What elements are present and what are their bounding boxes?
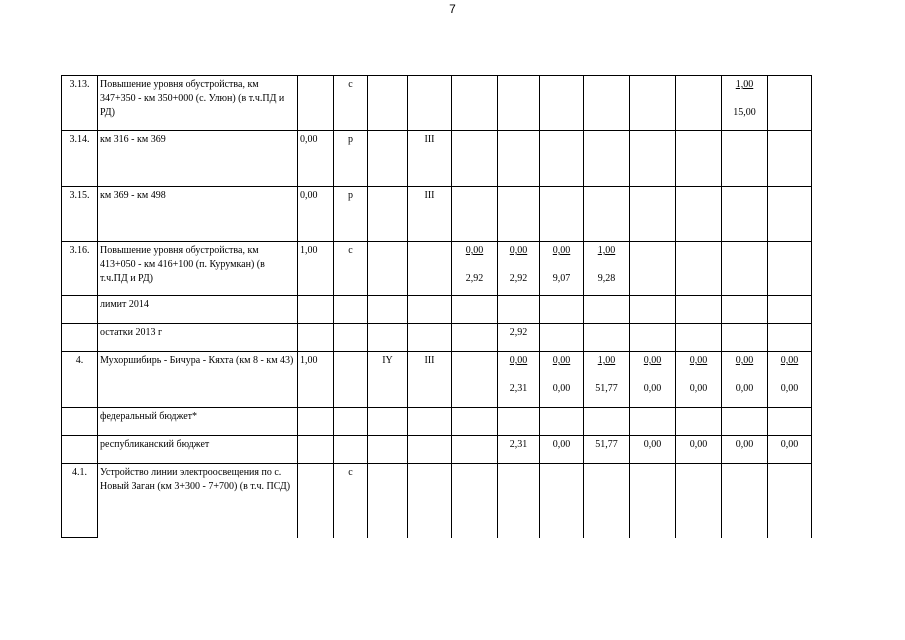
year-cell-3 [540, 408, 584, 436]
year-cell-6 [676, 324, 722, 352]
year-cell-bottom-value: 2,31 [509, 383, 528, 394]
row-type-2: III [408, 131, 452, 187]
year-cell-top-value: 1,00 [735, 79, 754, 90]
year-cell-5 [630, 131, 676, 187]
row-category [334, 352, 368, 408]
year-cell-8 [768, 131, 812, 187]
year-cell-4 [584, 436, 630, 464]
year-cell-2 [498, 131, 540, 187]
year-cell-top-value: 1,00 [597, 245, 616, 256]
year-cell-bottom-value: 2,92 [509, 273, 528, 284]
year-cell-top-value: 1,00 [597, 355, 616, 366]
year-cell-5 [630, 408, 676, 436]
table-row [62, 408, 812, 436]
year-cell-bottom-value: 0,00 [643, 383, 662, 394]
year-cell-8 [768, 464, 812, 538]
year-cell-top-value: 0,00 [552, 245, 571, 256]
row-number [62, 408, 98, 436]
row-number: 4.1. [62, 464, 98, 538]
row-type-2: III [408, 187, 452, 242]
year-cell-6 [676, 408, 722, 436]
row-type-1 [368, 131, 408, 187]
year-cell-3 [540, 296, 584, 324]
year-cell-2 [498, 436, 540, 464]
year-cell-bottom-value: 9,07 [552, 273, 571, 284]
year-cell-6 [676, 436, 722, 464]
year-cell-6 [676, 76, 722, 131]
row-type-1 [368, 464, 408, 538]
row-category: с [334, 464, 368, 538]
row-description: Повышение уровня обустройства, км 413+050 - км 416+100 (п. Курумкан) (в т.ч.ПД и РД) [98, 242, 298, 296]
year-cell-3 [540, 242, 584, 296]
year-cell-6 [676, 242, 722, 296]
year-cell-3 [540, 187, 584, 242]
row-type-1: IY [368, 352, 408, 408]
year-cell-4 [584, 408, 630, 436]
year-cell-1 [452, 408, 498, 436]
year-cell-8 [768, 187, 812, 242]
year-cell-top-value: 0,00 [735, 439, 754, 450]
year-cell-8 [768, 296, 812, 324]
row-value [298, 76, 334, 131]
year-cell-5 [630, 436, 676, 464]
row-type-2 [408, 324, 452, 352]
row-value [298, 296, 334, 324]
row-value [298, 464, 334, 538]
year-cell-top-value: 0,00 [643, 439, 662, 450]
row-type-2 [408, 408, 452, 436]
year-cell-5 [630, 242, 676, 296]
year-cell-top-value: 2,92 [509, 327, 528, 338]
year-cell-bottom-value: 2,92 [465, 273, 484, 284]
row-description: федеральный бюджет* [98, 408, 298, 436]
year-cell-4 [584, 324, 630, 352]
year-cell-1 [452, 242, 498, 296]
year-cell-6 [676, 187, 722, 242]
year-cell-bottom-value: 0,00 [735, 383, 754, 394]
row-description: республиканский бюджет [98, 436, 298, 464]
year-cell-4 [584, 76, 630, 131]
year-cell-5 [630, 352, 676, 408]
row-category: с [334, 76, 368, 131]
row-category: с [334, 242, 368, 296]
year-cell-7 [722, 408, 768, 436]
row-type-1 [368, 296, 408, 324]
table-row [62, 131, 812, 187]
year-cell-4 [584, 242, 630, 296]
year-cell-top-value: 0,00 [689, 355, 708, 366]
year-cell-5 [630, 464, 676, 538]
year-cell-7 [722, 296, 768, 324]
year-cell-2 [498, 76, 540, 131]
year-cell-6 [676, 296, 722, 324]
row-description: лимит 2014 [98, 296, 298, 324]
table-row [62, 464, 812, 538]
year-cell-2 [498, 324, 540, 352]
row-type-2 [408, 76, 452, 131]
year-cell-7 [722, 131, 768, 187]
year-cell-2 [498, 352, 540, 408]
row-number: 3.13. [62, 76, 98, 131]
table-row [62, 76, 812, 131]
row-description: Повышение уровня обустройства, км 347+350 - км 350+000 (с. Улюн) (в т.ч.ПД и РД) [98, 76, 298, 131]
year-cell-1 [452, 464, 498, 538]
row-type-2 [408, 296, 452, 324]
row-number [62, 324, 98, 352]
row-value [298, 436, 334, 464]
table-row [62, 436, 812, 464]
row-type-1 [368, 408, 408, 436]
year-cell-6 [676, 352, 722, 408]
year-cell-top-value: 0,00 [552, 439, 571, 450]
year-cell-3 [540, 131, 584, 187]
row-value: 1,00 [298, 352, 334, 408]
year-cell-bottom-value: 9,28 [597, 273, 616, 284]
row-type-2: III [408, 352, 452, 408]
year-cell-2 [498, 464, 540, 538]
row-value: 0,00 [298, 131, 334, 187]
table-row [62, 296, 812, 324]
year-cell-5 [630, 296, 676, 324]
row-number: 4. [62, 352, 98, 408]
table-body [62, 76, 812, 538]
year-cell-1 [452, 296, 498, 324]
data-table [61, 75, 812, 538]
row-type-1 [368, 76, 408, 131]
row-value: 0,00 [298, 187, 334, 242]
year-cell-1 [452, 352, 498, 408]
year-cell-3 [540, 352, 584, 408]
row-description: км 316 - км 369 [98, 131, 298, 187]
row-number: 3.16. [62, 242, 98, 296]
row-description: км 369 - км 498 [98, 187, 298, 242]
row-type-1 [368, 187, 408, 242]
year-cell-top-value: 0,00 [552, 355, 571, 366]
year-cell-8 [768, 352, 812, 408]
year-cell-7 [722, 324, 768, 352]
table-row [62, 242, 812, 296]
row-value [298, 324, 334, 352]
row-description: Устройство линии электроосвещения по с. Новый Заган (км 3+300 - 7+700) (в т.ч. ПСД) [98, 464, 298, 538]
year-cell-1 [452, 131, 498, 187]
year-cell-6 [676, 464, 722, 538]
year-cell-top-value: 2,31 [509, 439, 528, 450]
year-cell-top-value: 0,00 [509, 355, 528, 366]
year-cell-top-value: 0,00 [509, 245, 528, 256]
year-cell-top-value: 0,00 [643, 355, 662, 366]
year-cell-2 [498, 296, 540, 324]
year-cell-7 [722, 76, 768, 131]
year-cell-top-value: 0,00 [689, 439, 708, 450]
year-cell-2 [498, 242, 540, 296]
year-cell-top-value: 0,00 [780, 355, 799, 366]
year-cell-6 [676, 131, 722, 187]
year-cell-7 [722, 242, 768, 296]
year-cell-3 [540, 324, 584, 352]
year-cell-bottom-value: 0,00 [689, 383, 708, 394]
row-type-1 [368, 242, 408, 296]
year-cell-bottom-value: 51,77 [595, 383, 618, 394]
year-cell-top-value: 0,00 [465, 245, 484, 256]
year-cell-bottom-value: 15,00 [733, 107, 756, 118]
year-cell-3 [540, 76, 584, 131]
row-category: р [334, 187, 368, 242]
row-type-2 [408, 436, 452, 464]
year-cell-1 [452, 436, 498, 464]
row-category: р [334, 131, 368, 187]
row-number: 3.14. [62, 131, 98, 187]
year-cell-7 [722, 187, 768, 242]
row-number [62, 436, 98, 464]
year-cell-2 [498, 187, 540, 242]
table-row [62, 187, 812, 242]
row-type-1 [368, 324, 408, 352]
row-type-2 [408, 242, 452, 296]
year-cell-4 [584, 352, 630, 408]
row-category [334, 296, 368, 324]
row-type-1 [368, 436, 408, 464]
row-description: Мухоршибирь - Бичура - Кяхта (км 8 - км 43) [98, 352, 298, 408]
row-category [334, 408, 368, 436]
year-cell-5 [630, 324, 676, 352]
table-row [62, 352, 812, 408]
table-row [62, 324, 812, 352]
year-cell-3 [540, 436, 584, 464]
year-cell-5 [630, 187, 676, 242]
year-cell-1 [452, 324, 498, 352]
year-cell-8 [768, 324, 812, 352]
year-cell-top-value: 51,77 [595, 439, 618, 450]
year-cell-7 [722, 464, 768, 538]
row-value [298, 408, 334, 436]
row-number: 3.15. [62, 187, 98, 242]
year-cell-top-value: 0,00 [735, 355, 754, 366]
row-type-2 [408, 464, 452, 538]
year-cell-bottom-value: 0,00 [552, 383, 571, 394]
year-cell-4 [584, 187, 630, 242]
year-cell-8 [768, 408, 812, 436]
year-cell-1 [452, 187, 498, 242]
year-cell-7 [722, 436, 768, 464]
row-category [334, 324, 368, 352]
row-value: 1,00 [298, 242, 334, 296]
year-cell-4 [584, 296, 630, 324]
row-category [334, 436, 368, 464]
row-number [62, 296, 98, 324]
year-cell-7 [722, 352, 768, 408]
year-cell-4 [584, 464, 630, 538]
row-description: остатки 2013 г [98, 324, 298, 352]
year-cell-2 [498, 408, 540, 436]
year-cell-8 [768, 436, 812, 464]
year-cell-1 [452, 76, 498, 131]
year-cell-5 [630, 76, 676, 131]
year-cell-top-value: 0,00 [780, 439, 799, 450]
year-cell-8 [768, 76, 812, 131]
year-cell-bottom-value: 0,00 [780, 383, 799, 394]
page-number: 7 [449, 2, 456, 16]
year-cell-8 [768, 242, 812, 296]
year-cell-4 [584, 131, 630, 187]
year-cell-3 [540, 464, 584, 538]
